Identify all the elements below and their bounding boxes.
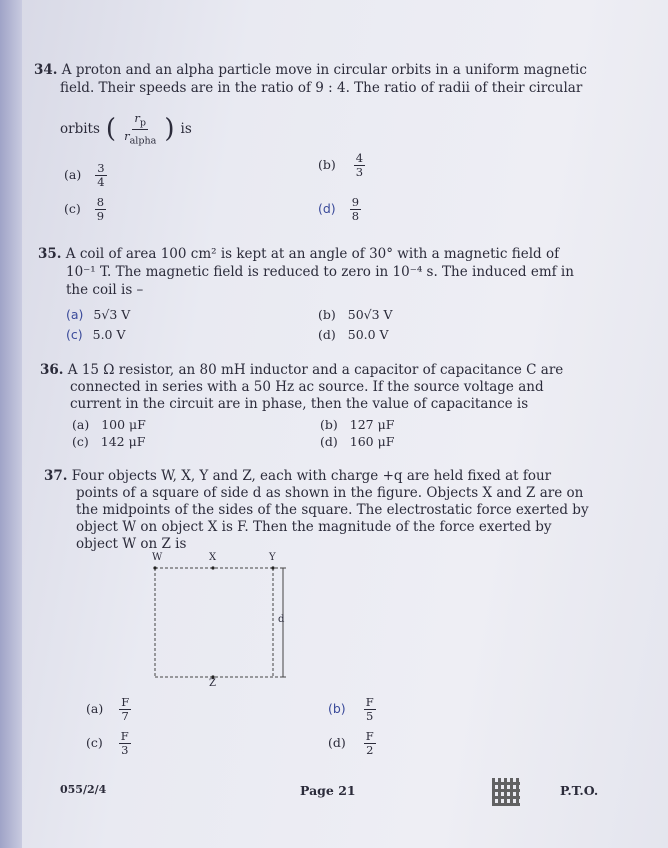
option-text: 50.0 V [347,327,389,342]
q35-option-b[interactable] [318,307,393,322]
q35-option-d[interactable] [318,327,389,342]
q36-option-b[interactable] [320,417,394,432]
q34-option-a[interactable] [64,162,107,189]
option-fraction [95,162,106,189]
option-text: 5√3 V [93,307,131,322]
option-label-marked: (d) [318,201,336,216]
option-label: (a) [64,167,82,182]
page-edge [0,0,22,848]
option-fraction [364,696,376,723]
option-label: (d) [328,735,346,750]
option-label: (a) [72,417,90,432]
q34-line1 [34,62,587,79]
q36-line2: connected in series with a 50 Hz ac source. If the source voltage and [70,379,544,395]
label-x: X [209,552,217,563]
option-label: (b) [320,417,338,432]
frac-num: 3 [97,161,105,175]
paren-right: ) [164,114,175,145]
q35-line2: 10⁻¹ T. The magnetic field is reduced to zero in 10⁻⁴ s. The induced emf in [66,264,574,280]
option-text: 127 μF [349,417,395,432]
option-text: 100 μF [101,417,146,432]
qr-code-icon [492,778,520,806]
option-fraction [354,152,365,179]
frac-den: 2 [366,743,374,757]
paren-left: ( [105,114,117,145]
q36-option-c[interactable] [72,434,145,449]
q36-line3: current in the circuit are in phase, then the value of capacitance is [70,396,529,412]
option-fraction [350,196,361,223]
option-fraction [119,696,131,723]
q35-text-1: A coil of area 100 cm² is kept at an angle of 30° with a magnetic field of [65,246,560,262]
frac-den: 3 [121,743,129,757]
frac-num: 8 [96,195,105,209]
page-number: Page 21 [300,783,356,798]
option-fraction [119,730,131,757]
q36-text-1: A 15 Ω resistor, an 80 mH inductor and a capacitor of capacitance C are [67,362,564,378]
option-text: 5.0 V [92,327,126,342]
frac-num: F [365,695,374,709]
q34-line2: field. Their speeds are in the ratio of 9 : 4. The ratio of radii of their circular [60,80,583,96]
option-label: (d) [318,327,336,342]
ratio-den-sub: alpha [129,135,157,147]
ratio-fraction [122,112,158,148]
frac-den: 9 [96,209,105,223]
q34-number: 34. [34,62,58,78]
option-fraction [364,730,376,757]
option-label-marked: (a) [66,307,84,322]
option-label: (d) [320,434,338,449]
q34-option-d[interactable] [318,196,361,223]
q37-option-a[interactable] [86,696,131,723]
q34-option-c[interactable] [64,196,106,223]
q35-line1 [38,246,559,263]
frac-den: 3 [355,165,364,179]
label-d: d [278,614,285,625]
label-z: Z [209,678,216,689]
q37-text-1: Four objects W, X, Y and Z, each with charge +q are held fixed at four [71,468,552,484]
ratio-num: r [134,111,140,125]
ratio-den: r [124,129,130,144]
frac-den: 8 [351,209,360,223]
label-y: Y [269,552,276,563]
q37-line1 [44,468,551,485]
q34-text-1: A proton and an alpha particle move in circular orbits in a uniform magnetic [61,62,587,78]
q35-option-c[interactable] [66,327,126,342]
q34-ratio [60,112,192,148]
q37-line2: points of a square of side d as shown in the figure. Objects X and Z are on [76,485,584,501]
q37-option-d[interactable] [328,730,376,757]
option-label: (c) [72,434,89,449]
q35-number: 35. [38,246,62,262]
is-word: is [180,121,192,138]
orbits-word: orbits [60,121,100,138]
q36-line1 [40,362,563,379]
option-fraction [95,196,106,223]
option-label: (b) [318,307,336,322]
option-label-marked: (c) [66,327,83,342]
frac-num: F [121,695,130,709]
frac-den: 4 [97,175,105,189]
frac-num: F [120,729,129,743]
q37-line4: object W on object X is F. Then the magnitude of the force exerted by [76,519,552,535]
frac-num: 9 [351,195,360,209]
square-figure [145,550,305,690]
option-text: 160 μF [349,434,395,449]
frac-den: 5 [366,709,374,723]
ratio-num-sub: p [139,117,147,129]
q36-option-d[interactable] [320,434,394,449]
option-label: (a) [86,701,104,716]
frac-den: 7 [121,709,129,723]
q37-line5: object W on Z is [76,536,187,552]
q37-option-c[interactable] [86,730,131,757]
q34-option-b[interactable] [318,152,365,179]
q35-option-a[interactable] [66,307,130,322]
label-w: W [152,552,163,563]
pto-label: P.T.O. [560,783,599,798]
option-label: (c) [64,201,81,216]
q36-option-a[interactable] [72,417,146,432]
frac-num: F [365,729,374,743]
q35-line3: the coil is – [66,282,144,298]
option-text: 50√3 V [347,307,393,322]
paper-code: 055/2/4 [60,783,107,796]
q37-line3: the midpoints of the sides of the square. The electrostatic force exerted by [76,502,589,518]
option-text: 142 μF [100,434,146,449]
q37-number: 37. [44,468,68,484]
q36-number: 36. [40,362,64,378]
option-label: (c) [86,735,103,750]
option-label-marked: (b) [328,701,346,716]
q37-option-b[interactable] [328,696,376,723]
option-label: (b) [318,157,336,172]
frac-num: 4 [355,151,364,165]
